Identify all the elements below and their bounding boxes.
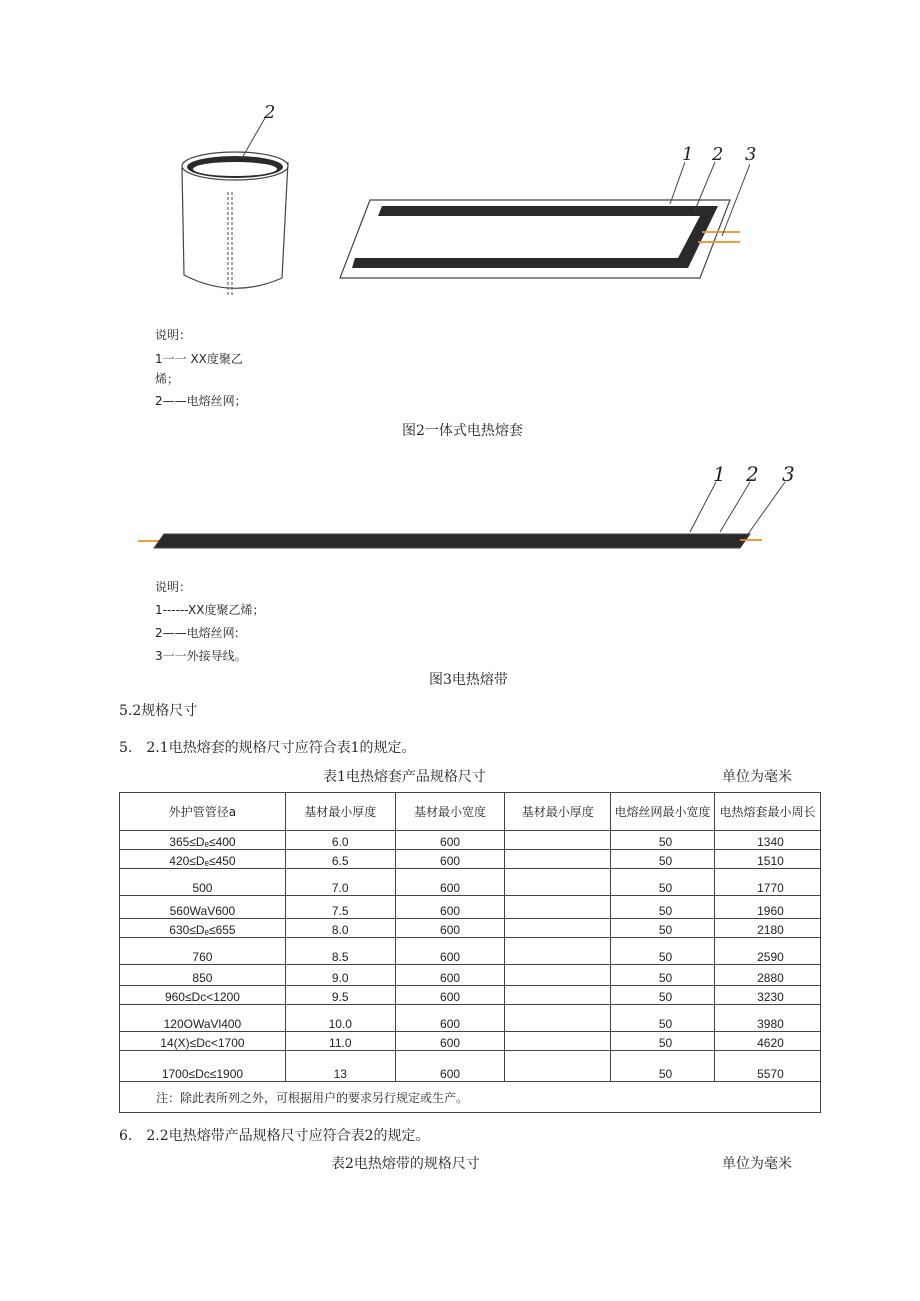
- table1-cell: 630≤Dₑ≤655: [120, 919, 286, 938]
- figure3-legend-item-2: 2——电熔丝网:: [155, 626, 239, 640]
- table1-unit: 单位为毫米: [722, 769, 792, 785]
- table1-cell: [505, 850, 611, 869]
- table1-cell: 8.0: [285, 919, 395, 938]
- table1-cell: 1340: [714, 831, 820, 850]
- figure3-callout-3: 3: [782, 462, 795, 486]
- table1-cell: [505, 831, 611, 850]
- table1-cell: [505, 896, 611, 919]
- table1-cell: 600: [395, 938, 505, 965]
- figure2-callout-left: 2: [264, 102, 276, 123]
- table1-cell: 50: [611, 1051, 715, 1082]
- table1-cell: 3230: [714, 986, 820, 1005]
- table1-cell: 850: [120, 965, 286, 986]
- table1-cell: 500: [120, 869, 286, 896]
- table-row: [120, 938, 821, 965]
- table1-header-cell: 电热熔套最小周长: [714, 793, 820, 831]
- table1-cell: [505, 938, 611, 965]
- table-row: [120, 831, 821, 850]
- table1-cell: 2590: [714, 938, 820, 965]
- table1-cell: 420≤Dₑ≤450: [120, 850, 286, 869]
- section-heading: 5.2规格尺寸: [119, 703, 198, 719]
- table1-cell: [505, 869, 611, 896]
- table1-cell: 7.0: [285, 869, 395, 896]
- table1-cell: 6.5: [285, 850, 395, 869]
- table1-cell: 600: [395, 1005, 505, 1032]
- table1-cell: [505, 1051, 611, 1082]
- table1-cell: 600: [395, 850, 505, 869]
- table1-cell: 2880: [714, 965, 820, 986]
- table2-title: 表2电热熔带的规格尺寸: [331, 1156, 480, 1172]
- table1-cell: 50: [611, 869, 715, 896]
- table1-cell: 50: [611, 986, 715, 1005]
- table-row: [120, 1051, 821, 1082]
- table1-cell: 50: [611, 831, 715, 850]
- table-row: [120, 850, 821, 869]
- table-row: [120, 919, 821, 938]
- table1-cell: 50: [611, 938, 715, 965]
- table1-cell: [505, 965, 611, 986]
- table1-cell: 5570: [714, 1051, 820, 1082]
- table1-header-cell: 基材最小厚度: [285, 793, 395, 831]
- figure3-caption: 图3电热熔带: [429, 672, 508, 688]
- figure3-callout-2: 2: [746, 462, 759, 486]
- table-row: [120, 986, 821, 1005]
- table1-header-cell: 电熔丝网最小宽度: [611, 793, 715, 831]
- table1-cell: 9.0: [285, 965, 395, 986]
- table-row: [120, 869, 821, 896]
- figure2-callout-3: 3: [745, 144, 757, 165]
- section-para-1: 5. 2.1电热熔套的规格尺寸应符合表1的规定。: [119, 740, 416, 756]
- table1-cell: 600: [395, 831, 505, 850]
- figure2-legend-item-2: 2——电熔丝网；: [155, 394, 247, 408]
- table1-cell: 10.0: [285, 1005, 395, 1032]
- table1-cell: 600: [395, 869, 505, 896]
- table1-header-cell: 基材最小厚度: [505, 793, 611, 831]
- figure3-strip-drawing: [130, 460, 810, 560]
- table1-cell: 600: [395, 919, 505, 938]
- figure2-legend-title: 说明：: [155, 328, 192, 342]
- table1-cell: 6.0: [285, 831, 395, 850]
- table1-cell: 600: [395, 1032, 505, 1051]
- table1-note: 注：除此表所列之外，可根据用户的要求另行规定或生产。: [120, 1082, 821, 1113]
- table1-cell: 8.5: [285, 938, 395, 965]
- table1-cell: [505, 986, 611, 1005]
- table1-cell: 50: [611, 1032, 715, 1051]
- table1-cell: [505, 919, 611, 938]
- table1-cell: 600: [395, 986, 505, 1005]
- table2-unit: 单位为毫米: [722, 1156, 792, 1172]
- table1-header-cell: 基材最小宽度: [395, 793, 505, 831]
- table-row: [120, 1005, 821, 1032]
- table1-cell: 50: [611, 896, 715, 919]
- figure2-legend-item-1: 1一一 XX度聚乙: [155, 352, 243, 366]
- figure2-callout-2: 2: [712, 144, 724, 165]
- table-row: [120, 1032, 821, 1051]
- figure2-legend-item-1b: 烯；: [155, 372, 180, 386]
- table1-body: [120, 831, 821, 1082]
- table1-cell: [505, 1005, 611, 1032]
- figure3-legend-title: 说明：: [155, 580, 192, 594]
- figure3-legend-item-3: 3一一外接导线。: [155, 649, 247, 663]
- table1-cell: 3980: [714, 1005, 820, 1032]
- table1-cell: 960≤Dc<1200: [120, 986, 286, 1005]
- table1-header-row: [120, 793, 821, 831]
- table1-cell: 600: [395, 965, 505, 986]
- table1-cell: 9.5: [285, 986, 395, 1005]
- table1-cell: 50: [611, 1005, 715, 1032]
- table1-cell: 760: [120, 938, 286, 965]
- table1-header-cell: 外护管管径a: [120, 793, 286, 831]
- table1-cell: 7.5: [285, 896, 395, 919]
- table1-cell: 14(X)≤Dc<1700: [120, 1032, 286, 1051]
- table-row: [120, 965, 821, 986]
- table1-cell: 365≤Dₑ≤400: [120, 831, 286, 850]
- table1-cell: 13: [285, 1051, 395, 1082]
- table1-cell: 600: [395, 1051, 505, 1082]
- table1-cell: 1700≤Dc≤1900: [120, 1051, 286, 1082]
- table1-cell: 11.0: [285, 1032, 395, 1051]
- table1-cell: 600: [395, 896, 505, 919]
- table1-cell: 50: [611, 850, 715, 869]
- table-row: [120, 896, 821, 919]
- table1-title: 表1电热熔套产品规格尺寸: [323, 769, 486, 785]
- table1: [119, 792, 821, 1113]
- table1-cell: 1510: [714, 850, 820, 869]
- table1-cell: 50: [611, 965, 715, 986]
- section-para-2: 6. 2.2电热熔带产品规格尺寸应符合表2的规定。: [119, 1128, 430, 1144]
- table1-cell: 2180: [714, 919, 820, 938]
- figure2-sleeve-drawing: [170, 100, 310, 300]
- figure2-callout-1: 1: [682, 144, 694, 165]
- table1-cell: 4620: [714, 1032, 820, 1051]
- table1-note-row: [120, 1082, 821, 1113]
- table1-cell: 1770: [714, 869, 820, 896]
- figure2-caption: 图2一体式电热熔套: [402, 423, 523, 439]
- table1-cell: [505, 1032, 611, 1051]
- table1-cell: 1960: [714, 896, 820, 919]
- figure3-callout-1: 1: [713, 462, 726, 486]
- table1-cell: 50: [611, 919, 715, 938]
- figure3-legend-item-1: 1------XX度聚乙烯；: [155, 603, 265, 617]
- table1-cell: 120OWaVl400: [120, 1005, 286, 1032]
- table1-cell: 560WaV600: [120, 896, 286, 919]
